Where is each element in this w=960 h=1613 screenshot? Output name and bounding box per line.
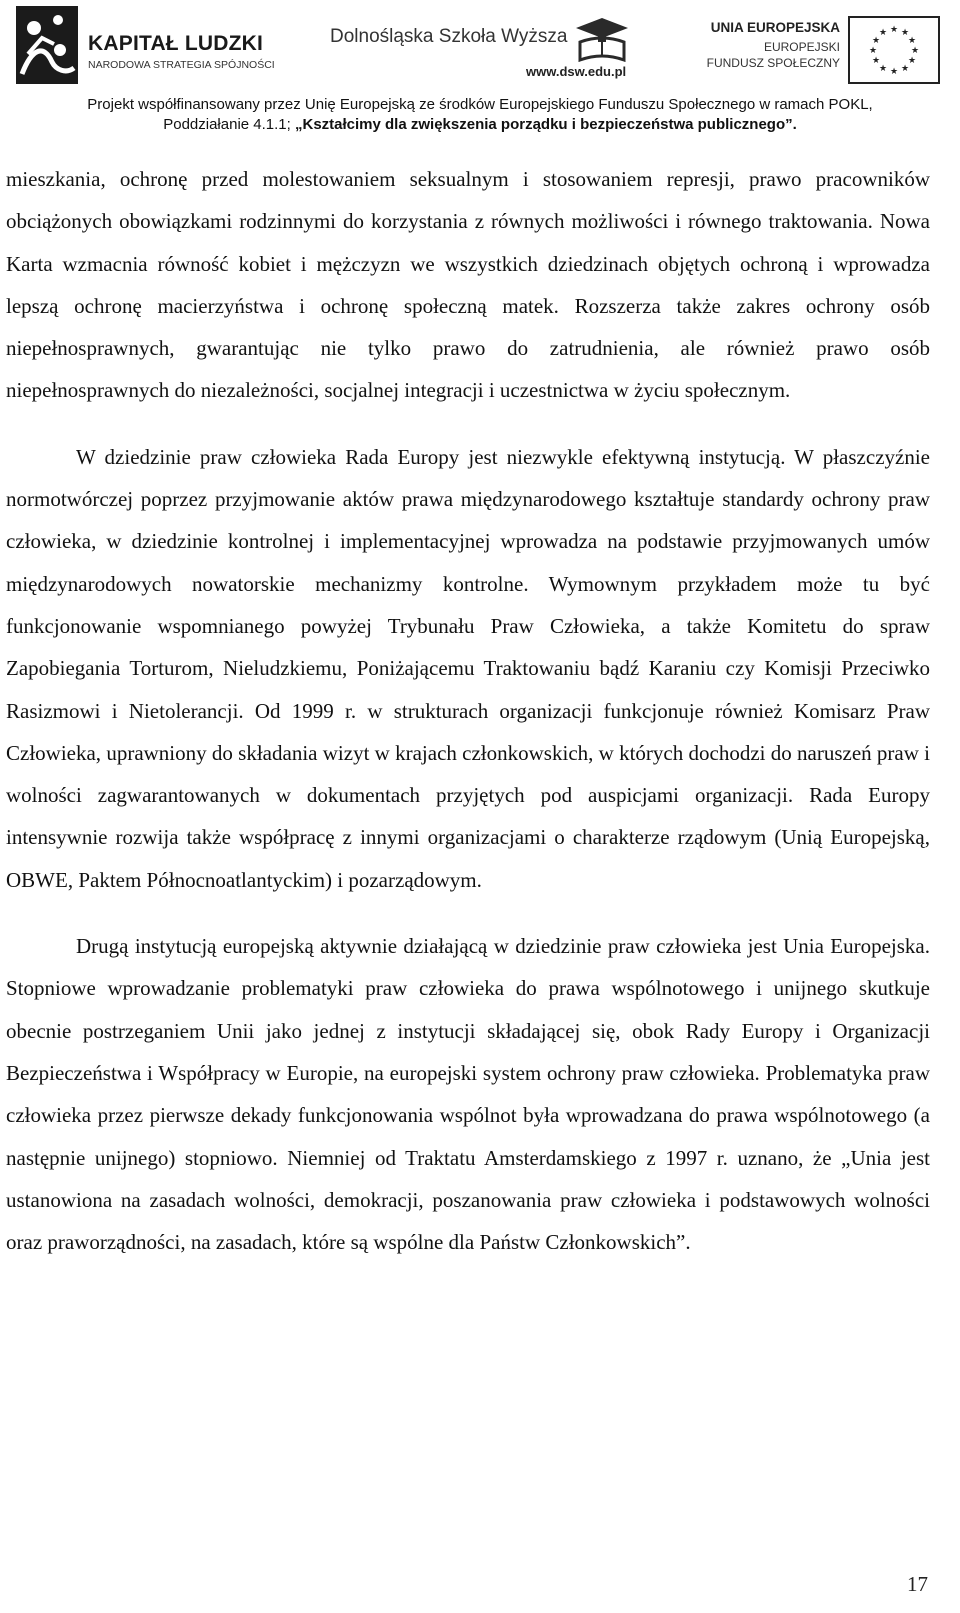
eu-flag-icon (848, 16, 940, 84)
kapital-ludzki-title: KAPITAŁ LUDZKI (88, 32, 264, 55)
school-name: Dolnośląska Szkoła Wyższa (330, 26, 568, 47)
svg-text:★: ★ (900, 27, 910, 37)
kapital-ludzki-emblem-icon (14, 4, 80, 86)
eu-logo (700, 6, 950, 86)
svg-text:★: ★ (910, 45, 920, 55)
kapital-ludzki-subtitle: NARODOWA STRATEGIA SPÓJNOŚCI (88, 59, 275, 71)
svg-text:★: ★ (868, 45, 878, 55)
svg-text:★: ★ (871, 35, 881, 45)
school-url: www.dsw.edu.pl (526, 64, 627, 79)
page-header (0, 0, 960, 140)
svg-text:★: ★ (878, 63, 888, 73)
paragraph-3: Drugą instytucją europejską aktywnie działającą w dziedzinie praw człowieka jest Unia Europejska. Stopniowe wprowadzanie problematyki praw człowieka do prawa wspólnotowego i unijnego skutkuje obecnie postrzeganiem Unii jako jednej z instytucji składającej się, obok Rady Europy i Organizacji Bezpieczeństwa i Współpracy w Europie, na europejski system ochrony praw człowieka. Problematyka praw człowieka przez pierwsze dekady funkcjonowania wspólnot była wprowadzana do prawa wspólnotowego (a następnie unijnego) stopniowo. Niemniej od Traktatu Amsterdamskiego z 1997 r. uznano, że „Unia jest ustanowiona na zasadach wolności, demokracji, poszanowania praw człowieka i podstawowych wolności oraz praworządności, na zasadach, które są wspólne dla Państw Członkowskich”. (6, 934, 930, 1255)
paragraph-2: W dziedzinie praw człowieka Rada Europy jest niezwykle efektywną instytucją. W płaszczyźnie normotwórczej poprzez przyjmowanie aktów prawa międzynarodowego kształtuje standardy ochrony praw człowieka, w dziedzinie kontrolnej i implementacyjnej wprowadza na podstawie przyjmowanych umów międzynarodowych nowatorskie mechanizmy kontrolne. Wymownym przykładem może tu być funkcjonowanie wspomnianego powyżej Trybunału Praw Człowieka, a także Komitetu do spraw Zapobiegania Torturom, Nieludzkiemu, Poniżającemu Traktowaniu bądź Karaniu czy Komisji Przeciwko Rasizmowi i Nietolerancji. Od 1999 r. w strukturach organizacji funkcjonuje również Komisarz Praw Człowieka, uprawniony do składania wizyt w krajach członkowskich, w których dochodzi do naruszeń praw i wolności zagwarantowanych w dokumentach przyjętych pod auspicjami organizacji. Rada Europy intensywnie rozwija także współpracę z innymi organizacjami o charakterze rządowym (Unią Europejską, OBWE, Paktem Północnoatlantyckim) i pozarządowym. (6, 444, 930, 892)
svg-text:★: ★ (889, 24, 899, 34)
kapital-ludzki-logo (14, 4, 314, 86)
project-funding-line: Projekt współfinansowany przez Unię Europejską ze środków Europejskiego Funduszu Społecznego w ramach POKL, (87, 96, 873, 113)
dsw-logo (330, 12, 640, 87)
paragraph-1: mieszkania, ochronę przed molestowaniem seksualnym i stosowaniem represji, prawo pracowników obciążonych obowiązkami rodzinnymi do korzystania z równych możliwości i równego traktowania. Nowa Karta wzmacnia równość kobiet i mężczyzn we wszystkich dziedzinach objętych ochroną i wprowadza lepszą ochronę macierzyństwa i ochronę społeczną matek. Rozszerza także zakres ochrony osób niepełnosprawnych, gwarantując nie tylko prawo do zatrudnienia, ale również prawo osób niepełnosprawnych do niezależności, socjalnej integracji i uczestnictwa w życiu społecznym. (6, 167, 930, 403)
project-subaction-line (0, 116, 960, 133)
eu-subtitle-2: FUNDUSZ SPOŁECZNY (706, 56, 840, 70)
svg-text:★: ★ (907, 55, 917, 65)
eu-subtitle-1: EUROPEJSKI (763, 40, 840, 54)
project-subaction-prefix: Poddziałanie 4.1.1; (163, 116, 295, 133)
svg-text:★: ★ (889, 66, 899, 76)
svg-text:★: ★ (871, 55, 881, 65)
svg-text:★: ★ (907, 35, 917, 45)
eu-title: UNIA EUROPEJSKA (710, 20, 840, 35)
document-body (6, 158, 930, 1263)
page-number: 17 (907, 1572, 928, 1596)
svg-text:★: ★ (878, 27, 888, 37)
graduation-book-icon (574, 16, 630, 62)
svg-text:★: ★ (900, 63, 910, 73)
project-subaction-title: „Kształcimy dla zwiększenia porządku i bezpieczeństwa publicznego”. (294, 116, 797, 133)
